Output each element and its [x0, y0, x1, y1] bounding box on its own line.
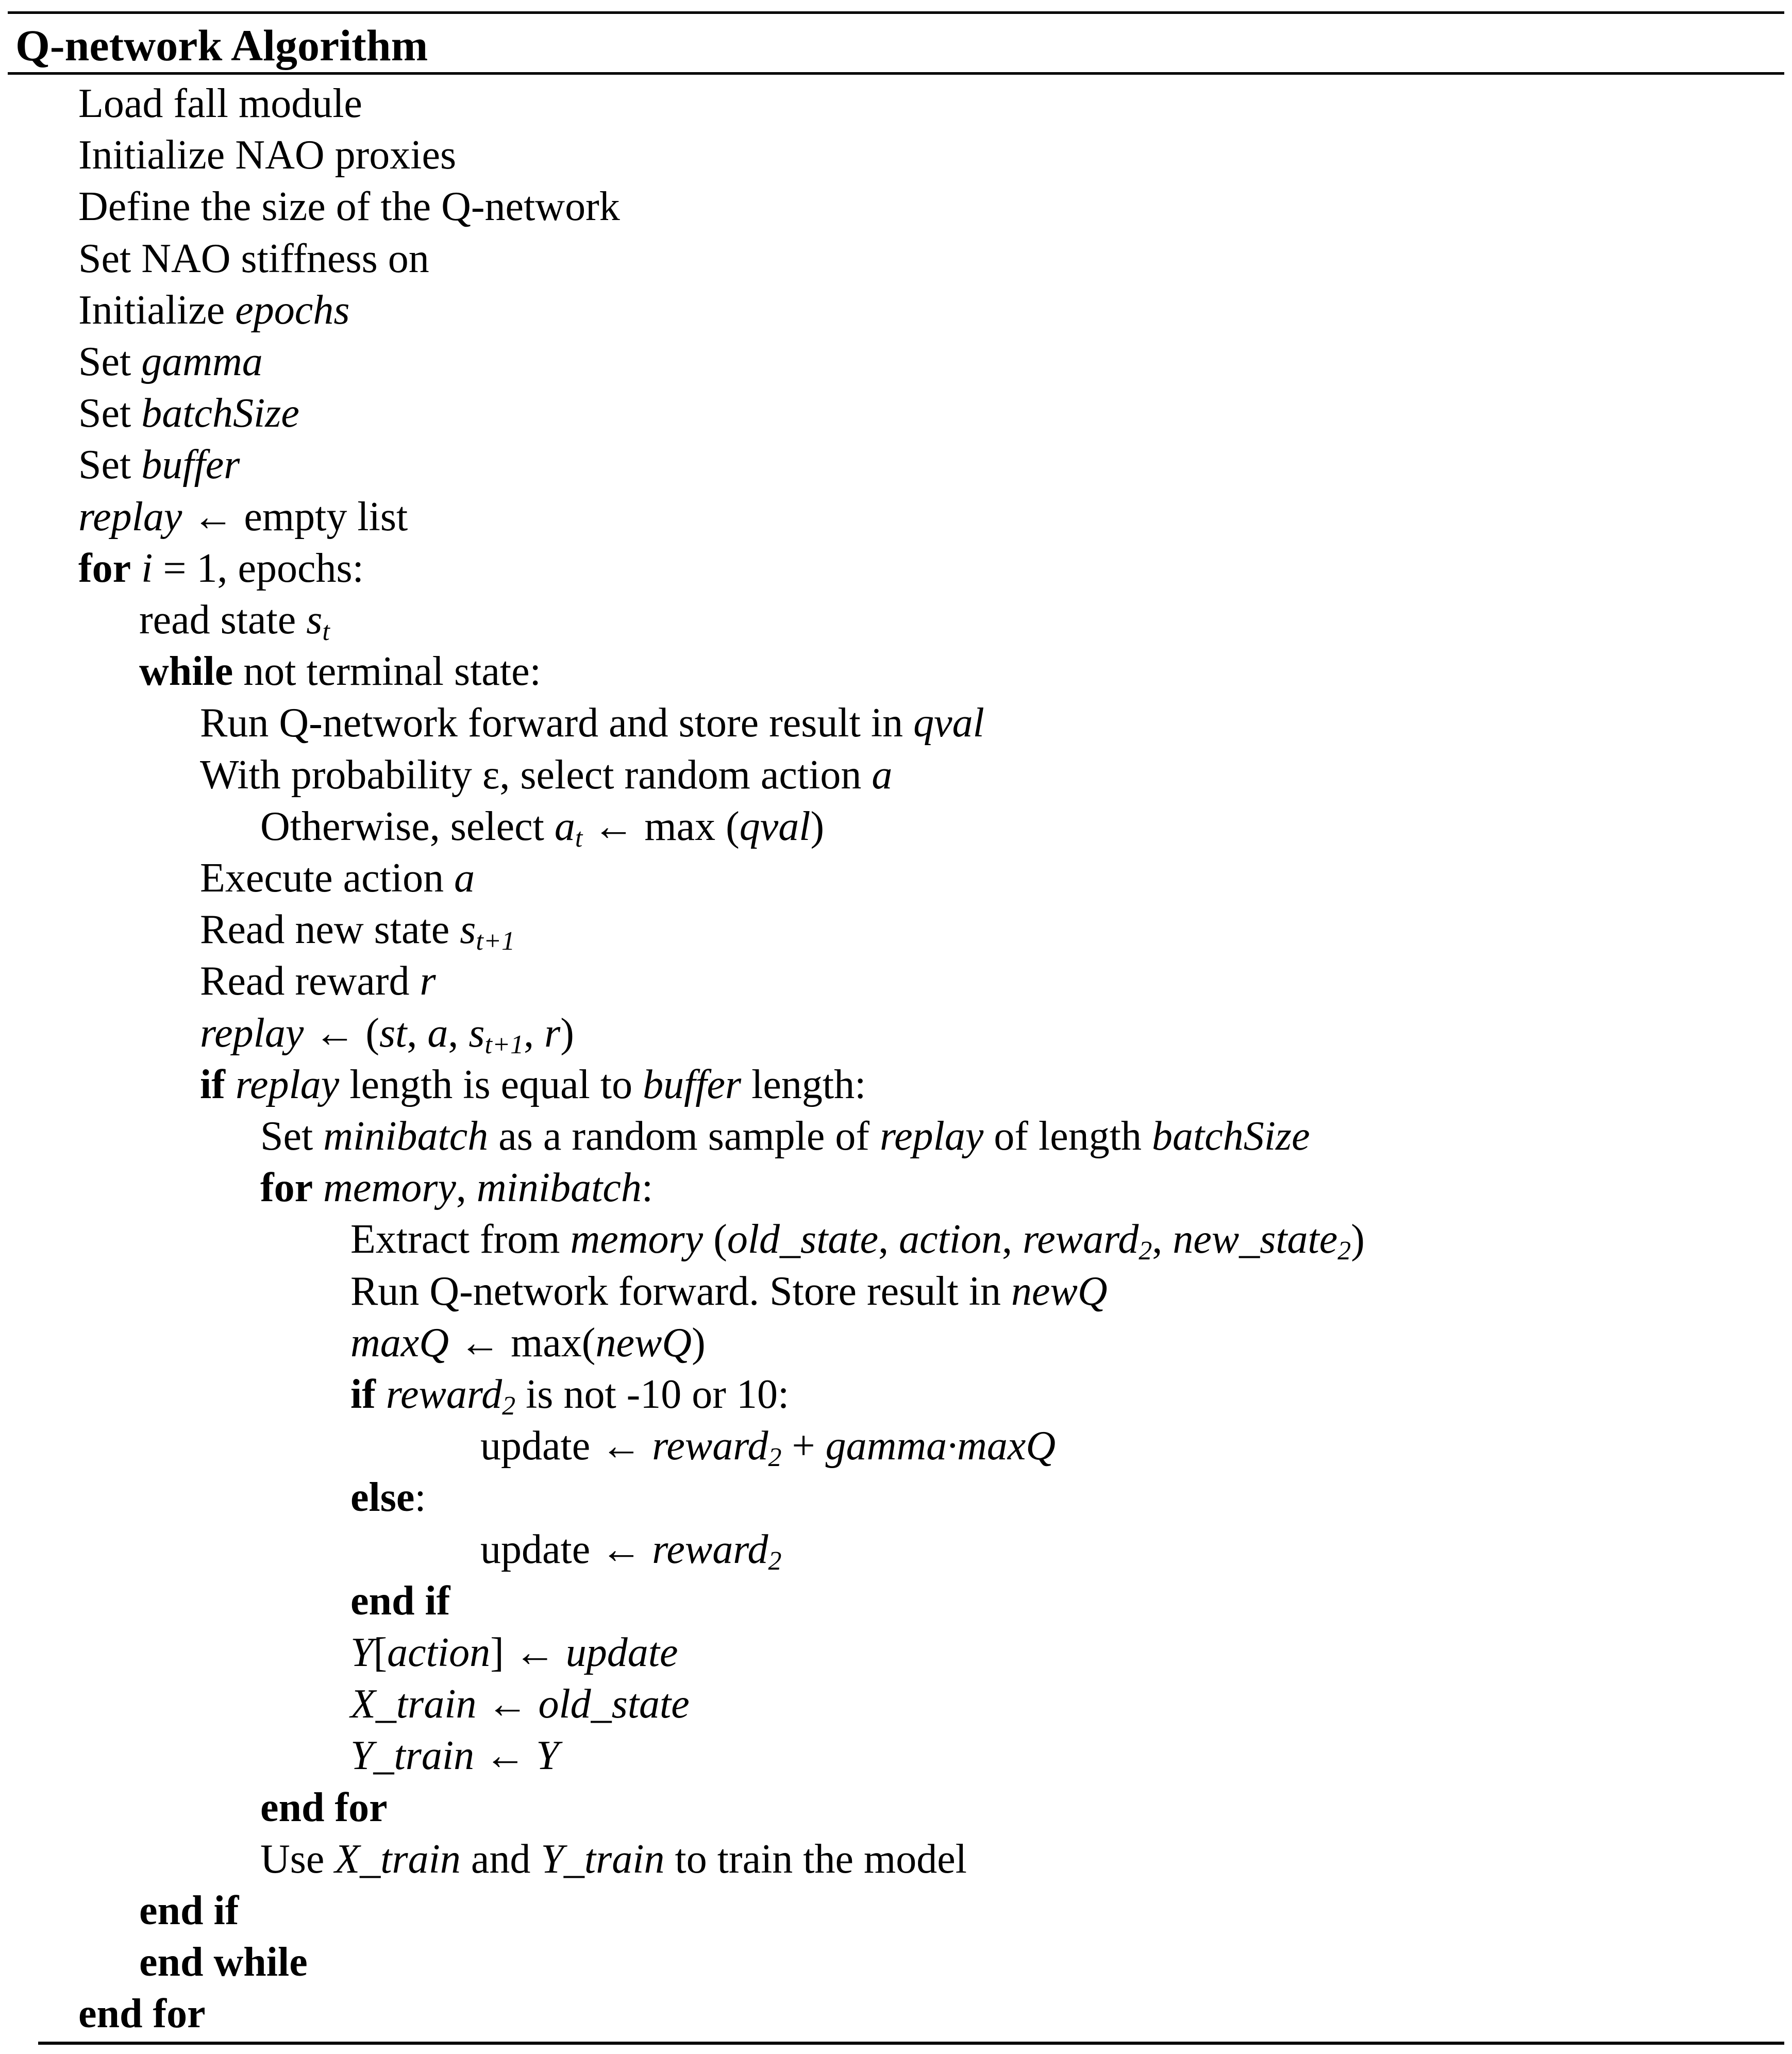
line-text: Define the size of the Q-network — [78, 184, 620, 230]
variable: Y — [350, 1630, 374, 1675]
line-text — [376, 1372, 386, 1417]
line-text: not terminal state: — [233, 649, 541, 695]
line-text: , — [407, 1010, 428, 1056]
subscript-text: 2 — [1138, 1236, 1152, 1266]
algorithm-line — [350, 1369, 789, 1420]
variable: gamma·maxQ — [825, 1423, 1056, 1469]
line-text: Initialize — [78, 287, 236, 333]
variable: a — [872, 752, 893, 798]
line-text: Set — [78, 391, 142, 436]
algorithm-line — [78, 181, 620, 232]
algorithm-line — [78, 78, 362, 129]
algorithm-line — [350, 1472, 426, 1523]
variable: maxQ — [350, 1320, 449, 1366]
variable: r — [420, 958, 436, 1004]
variable: i — [141, 545, 153, 591]
variable: a — [554, 803, 575, 849]
line-text: + — [781, 1423, 826, 1469]
variable: Y_train — [350, 1733, 475, 1779]
subscript — [575, 823, 582, 853]
variable: a — [427, 1010, 448, 1056]
variable: X_train — [350, 1681, 477, 1727]
subscript-text: t+1 — [484, 1030, 524, 1059]
line-text: : — [414, 1475, 426, 1521]
variable: minibatch — [323, 1114, 489, 1159]
line-text: ) — [1351, 1217, 1365, 1262]
line-text: ( — [703, 1217, 727, 1262]
line-text: length is equal to — [339, 1062, 643, 1107]
line-text: ) — [810, 803, 825, 849]
subscript — [322, 617, 329, 646]
variable: old_state — [727, 1217, 879, 1262]
line-text: Initialize NAO proxies — [78, 132, 457, 178]
variable: Y_train — [541, 1836, 665, 1882]
variable: qval — [913, 700, 984, 746]
line-text: Extract from — [350, 1217, 571, 1262]
algorithm-line — [260, 1782, 388, 1833]
line-text: is not -10 or 10: — [515, 1372, 790, 1417]
algorithm-line — [480, 1524, 781, 1575]
subscript — [768, 1546, 781, 1576]
variable: new_state — [1173, 1217, 1338, 1262]
line-text: ] ← — [490, 1630, 566, 1675]
algorithm-line — [350, 1317, 706, 1369]
variable: s — [460, 907, 476, 953]
line-text: Set — [260, 1114, 324, 1159]
variable: r — [544, 1010, 561, 1056]
algorithm-line — [200, 1007, 574, 1059]
algorithm-line — [200, 1059, 866, 1110]
keyword: end if — [139, 1888, 239, 1933]
subscript-text: t — [322, 617, 330, 646]
line-text: = 1, epochs: — [153, 545, 364, 591]
keyword: end for — [260, 1784, 388, 1830]
variable: memory — [570, 1217, 704, 1262]
algorithm-line — [78, 284, 349, 336]
line-text: [ — [373, 1630, 388, 1675]
algorithm-line — [350, 1266, 1108, 1317]
algorithm-line — [480, 1420, 1056, 1472]
keyword: while — [139, 649, 233, 695]
variable: replay — [235, 1062, 340, 1107]
line-text: ← max( — [449, 1320, 596, 1366]
subscript — [485, 1030, 524, 1059]
line-text: Run Q-network forward and store result in — [200, 700, 914, 746]
algorithm-line — [200, 852, 475, 904]
variable: buffer — [643, 1062, 742, 1107]
line-text: Execute action — [200, 855, 455, 901]
subscript-text: 2 — [768, 1546, 782, 1576]
variable: replay — [200, 1010, 304, 1056]
subscript — [1138, 1236, 1152, 1266]
algorithm-line — [139, 594, 330, 646]
algorithm-line — [200, 904, 515, 955]
line-text: Load fall module — [78, 81, 362, 126]
algorithm-line — [260, 1833, 967, 1885]
subscript-text: 2 — [768, 1443, 782, 1473]
subscript — [476, 927, 515, 956]
algorithm-title: Q-network Algorithm — [15, 21, 428, 70]
algorithm-line — [139, 646, 541, 697]
line-text: , — [878, 1217, 899, 1262]
keyword: else — [350, 1475, 415, 1521]
algorithm-line — [350, 1730, 559, 1781]
line-text: ← — [476, 1681, 539, 1727]
line-text: ← empty list — [182, 494, 408, 540]
variable: epochs — [235, 287, 350, 333]
subscript-text: t — [575, 823, 583, 853]
line-text: ← — [474, 1733, 537, 1779]
algorithm-line — [78, 388, 299, 439]
variable: action — [387, 1630, 491, 1675]
line-text: length: — [741, 1062, 866, 1107]
line-text: Set NAO stiffness on — [78, 235, 429, 281]
line-text: and — [460, 1836, 541, 1882]
line-text: ) — [692, 1320, 706, 1366]
algorithm-line — [350, 1678, 690, 1730]
algorithm-line — [78, 233, 429, 284]
line-text — [225, 1062, 236, 1107]
line-text: Run Q-network forward. Store result in — [350, 1268, 1011, 1314]
variable: X_train — [334, 1836, 461, 1882]
algorithm-line — [78, 129, 456, 181]
variable: s — [306, 597, 323, 643]
variable: reward — [386, 1372, 503, 1417]
line-text: ) — [560, 1010, 574, 1056]
algorithm-line — [260, 1162, 653, 1214]
line-text: Read reward — [200, 958, 420, 1004]
line-text: Use — [260, 1836, 335, 1882]
line-text: : — [641, 1165, 654, 1211]
variable: newQ — [595, 1320, 692, 1366]
algorithm-line — [260, 801, 824, 852]
algorithm-line — [350, 1627, 678, 1678]
subscript — [768, 1443, 781, 1472]
algorithm-line — [260, 1110, 1310, 1162]
algorithm-line — [78, 491, 408, 543]
line-text — [131, 546, 141, 591]
line-text: to train the model — [664, 1836, 967, 1882]
line-text: , — [448, 1010, 469, 1056]
line-text: Set — [78, 339, 142, 384]
variable: qval — [739, 803, 811, 849]
line-text: With probability ε, select random action — [200, 752, 872, 798]
algorithm-line — [350, 1214, 1365, 1265]
line-text: , — [524, 1010, 545, 1056]
line-text — [313, 1165, 323, 1210]
line-text: of length — [983, 1114, 1152, 1159]
algorithm-line — [350, 1575, 450, 1627]
subscript — [502, 1391, 515, 1421]
keyword: if — [200, 1062, 225, 1107]
algorithm-line — [200, 955, 436, 1007]
variable: memory — [323, 1165, 456, 1211]
line-text: update ← — [480, 1423, 652, 1469]
keyword: for — [260, 1165, 313, 1211]
keyword: end for — [78, 1991, 206, 2037]
line-text: read state — [139, 597, 307, 643]
line-text: , — [1002, 1217, 1023, 1262]
top-rule — [8, 11, 1784, 14]
line-text: , — [456, 1165, 477, 1211]
header-rule — [8, 72, 1784, 75]
variable: reward — [1023, 1217, 1139, 1262]
variable: replay — [879, 1114, 984, 1159]
subscript — [1337, 1236, 1351, 1266]
keyword: end if — [350, 1578, 450, 1624]
line-text: Otherwise, select — [260, 803, 555, 849]
variable: st — [379, 1010, 407, 1056]
keyword: for — [78, 545, 131, 591]
line-text: as a random sample of — [488, 1114, 880, 1159]
variable: gamma — [141, 339, 263, 384]
variable: a — [454, 855, 475, 901]
algorithm-line — [78, 439, 240, 491]
variable: update — [565, 1630, 678, 1675]
variable: replay — [78, 494, 182, 540]
variable: newQ — [1011, 1268, 1108, 1314]
keyword: if — [350, 1372, 376, 1417]
algorithm-line — [139, 1885, 239, 1937]
subscript-text: t+1 — [476, 927, 515, 956]
bottom-rule — [38, 2042, 1784, 2045]
variable: buffer — [141, 442, 240, 488]
algorithm-line — [78, 1988, 206, 2040]
algorithm-line — [200, 697, 984, 749]
variable: s — [468, 1010, 485, 1056]
variable: batchSize — [1151, 1114, 1310, 1159]
variable: action — [899, 1217, 1002, 1262]
variable: reward — [652, 1423, 768, 1469]
variable: old_state — [538, 1681, 690, 1727]
algorithm-line — [200, 749, 892, 801]
variable: batchSize — [141, 391, 299, 436]
line-text: Set — [78, 442, 142, 488]
variable: Y — [536, 1733, 559, 1779]
line-text: ← max ( — [582, 803, 740, 849]
subscript-text: 2 — [502, 1391, 516, 1421]
keyword: end while — [139, 1940, 308, 1985]
line-text: update ← — [480, 1526, 652, 1572]
algorithm-line — [78, 543, 364, 594]
line-text: , — [1152, 1217, 1173, 1262]
variable: reward — [652, 1526, 768, 1572]
algorithm-line — [139, 1937, 308, 1988]
line-text: Read new state — [200, 907, 460, 953]
variable: minibatch — [476, 1165, 642, 1211]
algorithm-line — [78, 336, 263, 388]
line-text: ← ( — [304, 1010, 380, 1056]
subscript-text: 2 — [1337, 1236, 1351, 1266]
